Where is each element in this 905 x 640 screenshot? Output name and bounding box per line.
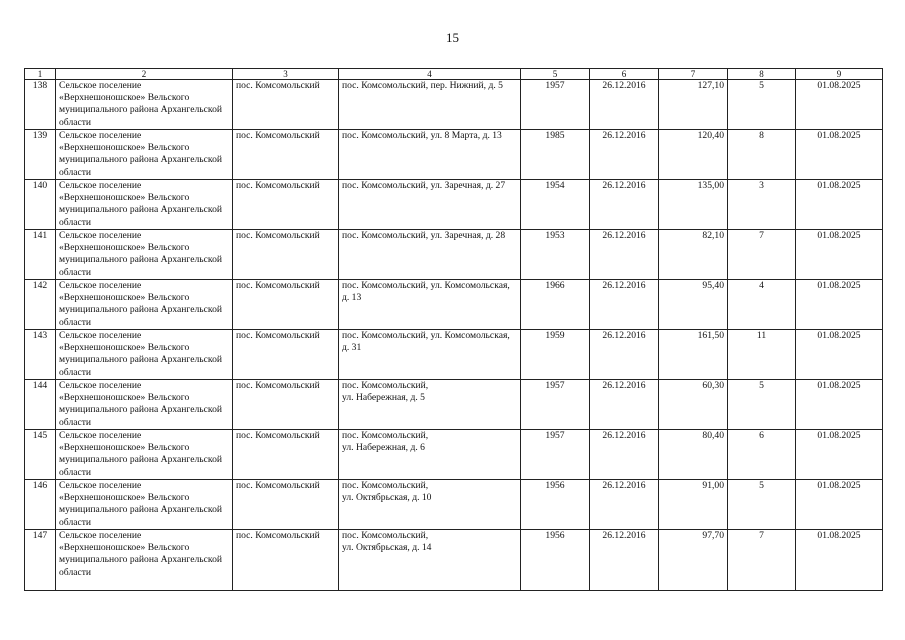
row-number: 143 <box>25 330 56 380</box>
row-number: 141 <box>25 230 56 280</box>
municipality-name: Сельское поселение «Верхнешоношское» Вельского муниципального района Архангельской области <box>56 480 233 530</box>
recognition-date: 26.12.2016 <box>590 230 659 280</box>
planned-date: 01.08.2025 <box>796 330 883 380</box>
building-address: пос. Комсомольский, ул. Октябрьская, д. 10 <box>339 480 521 530</box>
row-number: 138 <box>25 80 56 130</box>
recognition-date: 26.12.2016 <box>590 280 659 330</box>
construction-year: 1959 <box>521 330 590 380</box>
building-address: пос. Комсомольский, ул. Заречная, д. 28 <box>339 230 521 280</box>
building-address: пос. Комсомольский, ул. Заречная, д. 27 <box>339 180 521 230</box>
row-number: 145 <box>25 430 56 480</box>
building-address: пос. Комсомольский, ул. Комсомольская, д. 31 <box>339 330 521 380</box>
municipality-name: Сельское поселение «Верхнешоношское» Вельского муниципального района Архангельской области <box>56 280 233 330</box>
table-row <box>25 480 883 530</box>
building-area: 82,10 <box>659 230 728 280</box>
resident-count: 11 <box>728 330 796 380</box>
column-header: 1 <box>25 69 56 80</box>
building-area: 60,30 <box>659 380 728 430</box>
column-header: 7 <box>659 69 728 80</box>
resident-count: 5 <box>728 480 796 530</box>
settlement-name: пос. Комсомольский <box>233 130 339 180</box>
municipality-name: Сельское поселение «Верхнешоношское» Вельского муниципального района Архангельской области <box>56 380 233 430</box>
planned-date: 01.08.2025 <box>796 530 883 591</box>
building-address: пос. Комсомольский, ул. Комсомольская, д. 13 <box>339 280 521 330</box>
row-number: 139 <box>25 130 56 180</box>
building-area: 97,70 <box>659 530 728 591</box>
table-row <box>25 130 883 180</box>
column-header: 6 <box>590 69 659 80</box>
recognition-date: 26.12.2016 <box>590 330 659 380</box>
table-row <box>25 80 883 130</box>
municipality-name: Сельское поселение «Верхнешоношское» Вельского муниципального района Архангельской области <box>56 430 233 480</box>
column-header: 4 <box>339 69 521 80</box>
recognition-date: 26.12.2016 <box>590 480 659 530</box>
row-number: 142 <box>25 280 56 330</box>
settlement-name: пос. Комсомольский <box>233 480 339 530</box>
planned-date: 01.08.2025 <box>796 230 883 280</box>
table-row <box>25 530 883 591</box>
table-row <box>25 430 883 480</box>
column-header: 8 <box>728 69 796 80</box>
settlement-name: пос. Комсомольский <box>233 430 339 480</box>
resident-count: 7 <box>728 230 796 280</box>
row-number: 140 <box>25 180 56 230</box>
construction-year: 1985 <box>521 130 590 180</box>
table-row <box>25 230 883 280</box>
resident-count: 5 <box>728 80 796 130</box>
table-row <box>25 380 883 430</box>
settlement-name: пос. Комсомольский <box>233 280 339 330</box>
construction-year: 1954 <box>521 180 590 230</box>
table-body <box>25 80 883 591</box>
column-header: 5 <box>521 69 590 80</box>
building-address: пос. Комсомольский, пер. Нижний, д. 5 <box>339 80 521 130</box>
building-address: пос. Комсомольский, ул. Набережная, д. 5 <box>339 380 521 430</box>
planned-date: 01.08.2025 <box>796 380 883 430</box>
resident-count: 7 <box>728 530 796 591</box>
row-number: 144 <box>25 380 56 430</box>
building-address: пос. Комсомольский, ул. Набережная, д. 6 <box>339 430 521 480</box>
recognition-date: 26.12.2016 <box>590 380 659 430</box>
building-area: 120,40 <box>659 130 728 180</box>
planned-date: 01.08.2025 <box>796 430 883 480</box>
recognition-date: 26.12.2016 <box>590 80 659 130</box>
recognition-date: 26.12.2016 <box>590 430 659 480</box>
construction-year: 1966 <box>521 280 590 330</box>
municipality-name: Сельское поселение «Верхнешоношское» Вельского муниципального района Архангельской области <box>56 330 233 380</box>
construction-year: 1953 <box>521 230 590 280</box>
resident-count: 3 <box>728 180 796 230</box>
planned-date: 01.08.2025 <box>796 80 883 130</box>
row-number: 147 <box>25 530 56 591</box>
settlement-name: пос. Комсомольский <box>233 530 339 591</box>
municipality-name: Сельское поселение «Верхнешоношское» Вельского муниципального района Архангельской области <box>56 230 233 280</box>
settlement-name: пос. Комсомольский <box>233 330 339 380</box>
recognition-date: 26.12.2016 <box>590 530 659 591</box>
construction-year: 1956 <box>521 530 590 591</box>
building-area: 135,00 <box>659 180 728 230</box>
building-area: 161,50 <box>659 330 728 380</box>
column-number-row <box>25 69 883 80</box>
planned-date: 01.08.2025 <box>796 480 883 530</box>
municipality-name: Сельское поселение «Верхнешоношское» Вельского муниципального района Архангельской области <box>56 80 233 130</box>
building-area: 127,10 <box>659 80 728 130</box>
municipality-name: Сельское поселение «Верхнешоношское» Вельского муниципального района Архангельской области <box>56 180 233 230</box>
resident-count: 5 <box>728 380 796 430</box>
building-address: пос. Комсомольский, ул. Октябрьская, д. 14 <box>339 530 521 591</box>
construction-year: 1957 <box>521 380 590 430</box>
planned-date: 01.08.2025 <box>796 130 883 180</box>
construction-year: 1956 <box>521 480 590 530</box>
building-area: 95,40 <box>659 280 728 330</box>
planned-date: 01.08.2025 <box>796 180 883 230</box>
housing-register-table <box>24 68 883 591</box>
construction-year: 1957 <box>521 430 590 480</box>
column-header: 2 <box>56 69 233 80</box>
recognition-date: 26.12.2016 <box>590 180 659 230</box>
resident-count: 4 <box>728 280 796 330</box>
settlement-name: пос. Комсомольский <box>233 380 339 430</box>
municipality-name: Сельское поселение «Верхнешоношское» Вельского муниципального района Архангельской области <box>56 530 233 591</box>
column-header: 3 <box>233 69 339 80</box>
settlement-name: пос. Комсомольский <box>233 80 339 130</box>
table-row <box>25 330 883 380</box>
municipality-name: Сельское поселение «Верхнешоношское» Вельского муниципального района Архангельской области <box>56 130 233 180</box>
building-address: пос. Комсомольский, ул. 8 Марта, д. 13 <box>339 130 521 180</box>
page-number: 15 <box>446 30 459 45</box>
settlement-name: пос. Комсомольский <box>233 230 339 280</box>
planned-date: 01.08.2025 <box>796 280 883 330</box>
construction-year: 1957 <box>521 80 590 130</box>
recognition-date: 26.12.2016 <box>590 130 659 180</box>
column-header: 9 <box>796 69 883 80</box>
building-area: 80,40 <box>659 430 728 480</box>
table-row <box>25 280 883 330</box>
resident-count: 8 <box>728 130 796 180</box>
building-area: 91,00 <box>659 480 728 530</box>
resident-count: 6 <box>728 430 796 480</box>
row-number: 146 <box>25 480 56 530</box>
settlement-name: пос. Комсомольский <box>233 180 339 230</box>
table-row <box>25 180 883 230</box>
